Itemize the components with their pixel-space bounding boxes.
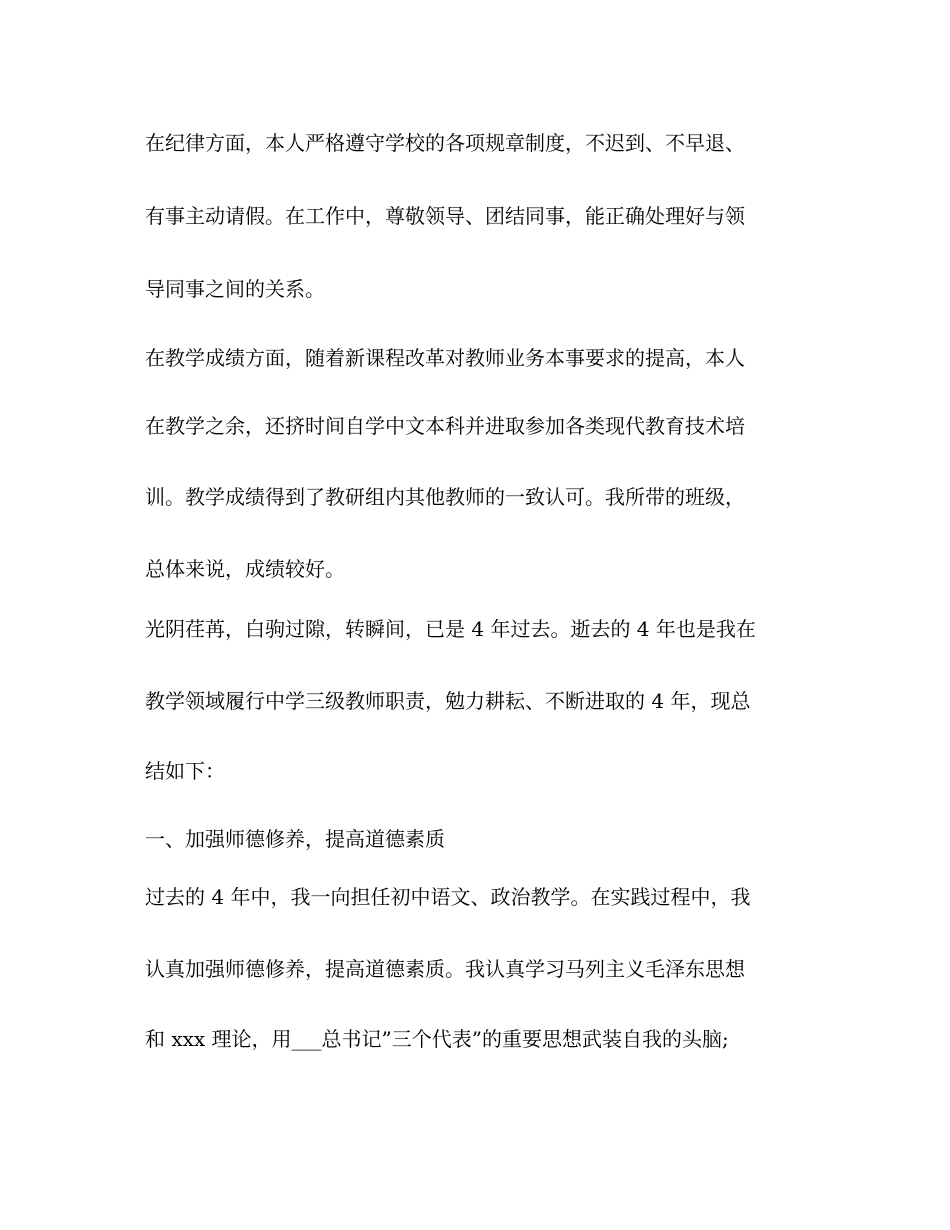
paragraph-discipline-line-3: 导同事之间的关系。 (145, 277, 325, 301)
paragraph-discipline-line-1: 在纪律方面，本人严格遵守学校的各项规章制度，不迟到、不早退、 (145, 131, 745, 155)
paragraph-achievement-line-1: 在教学成绩方面，随着新课程改革对教师业务本事要求的提高，本人 (145, 346, 745, 370)
paragraph-ethics-line-1: 过去的 4 年中，我一向担任初中语文、政治教学。在实践过程中，我 (145, 885, 751, 909)
paragraph-achievement-line-3: 训。教学成绩得到了教研组内其他教师的一致认可。我所带的班级， (145, 485, 745, 509)
paragraph-ethics-line-3: 和 xxx 理论，用___总书记”三个代表”的重要思想武装自我的头脑; (145, 1027, 729, 1051)
paragraph-summary-line-2: 教学领域履行中学三级教师职责，勉力耕耘、不断进取的 4 年，现总 (145, 689, 751, 713)
paragraph-summary-line-1: 光阴荏苒，白驹过隙，转瞬间，已是 4 年过去。逝去的 4 年也是我在 (145, 617, 756, 641)
paragraph-achievement-line-4: 总体来说，成绩较好。 (145, 557, 345, 581)
paragraph-summary-line-3: 结如下： (145, 759, 225, 783)
paragraph-discipline-line-2: 有事主动请假。在工作中，尊敬领导、团结同事，能正确处理好与领 (145, 204, 745, 228)
paragraph-ethics-line-2: 认真加强师德修养，提高道德素质。我认真学习马列主义毛泽东思想 (145, 957, 745, 981)
paragraph-achievement-line-2: 在教学之余，还挤时间自学中文本科并进取参加各类现代教育技术培 (145, 414, 745, 438)
section-heading-ethics: 一、加强师德修养，提高道德素质 (145, 827, 445, 851)
